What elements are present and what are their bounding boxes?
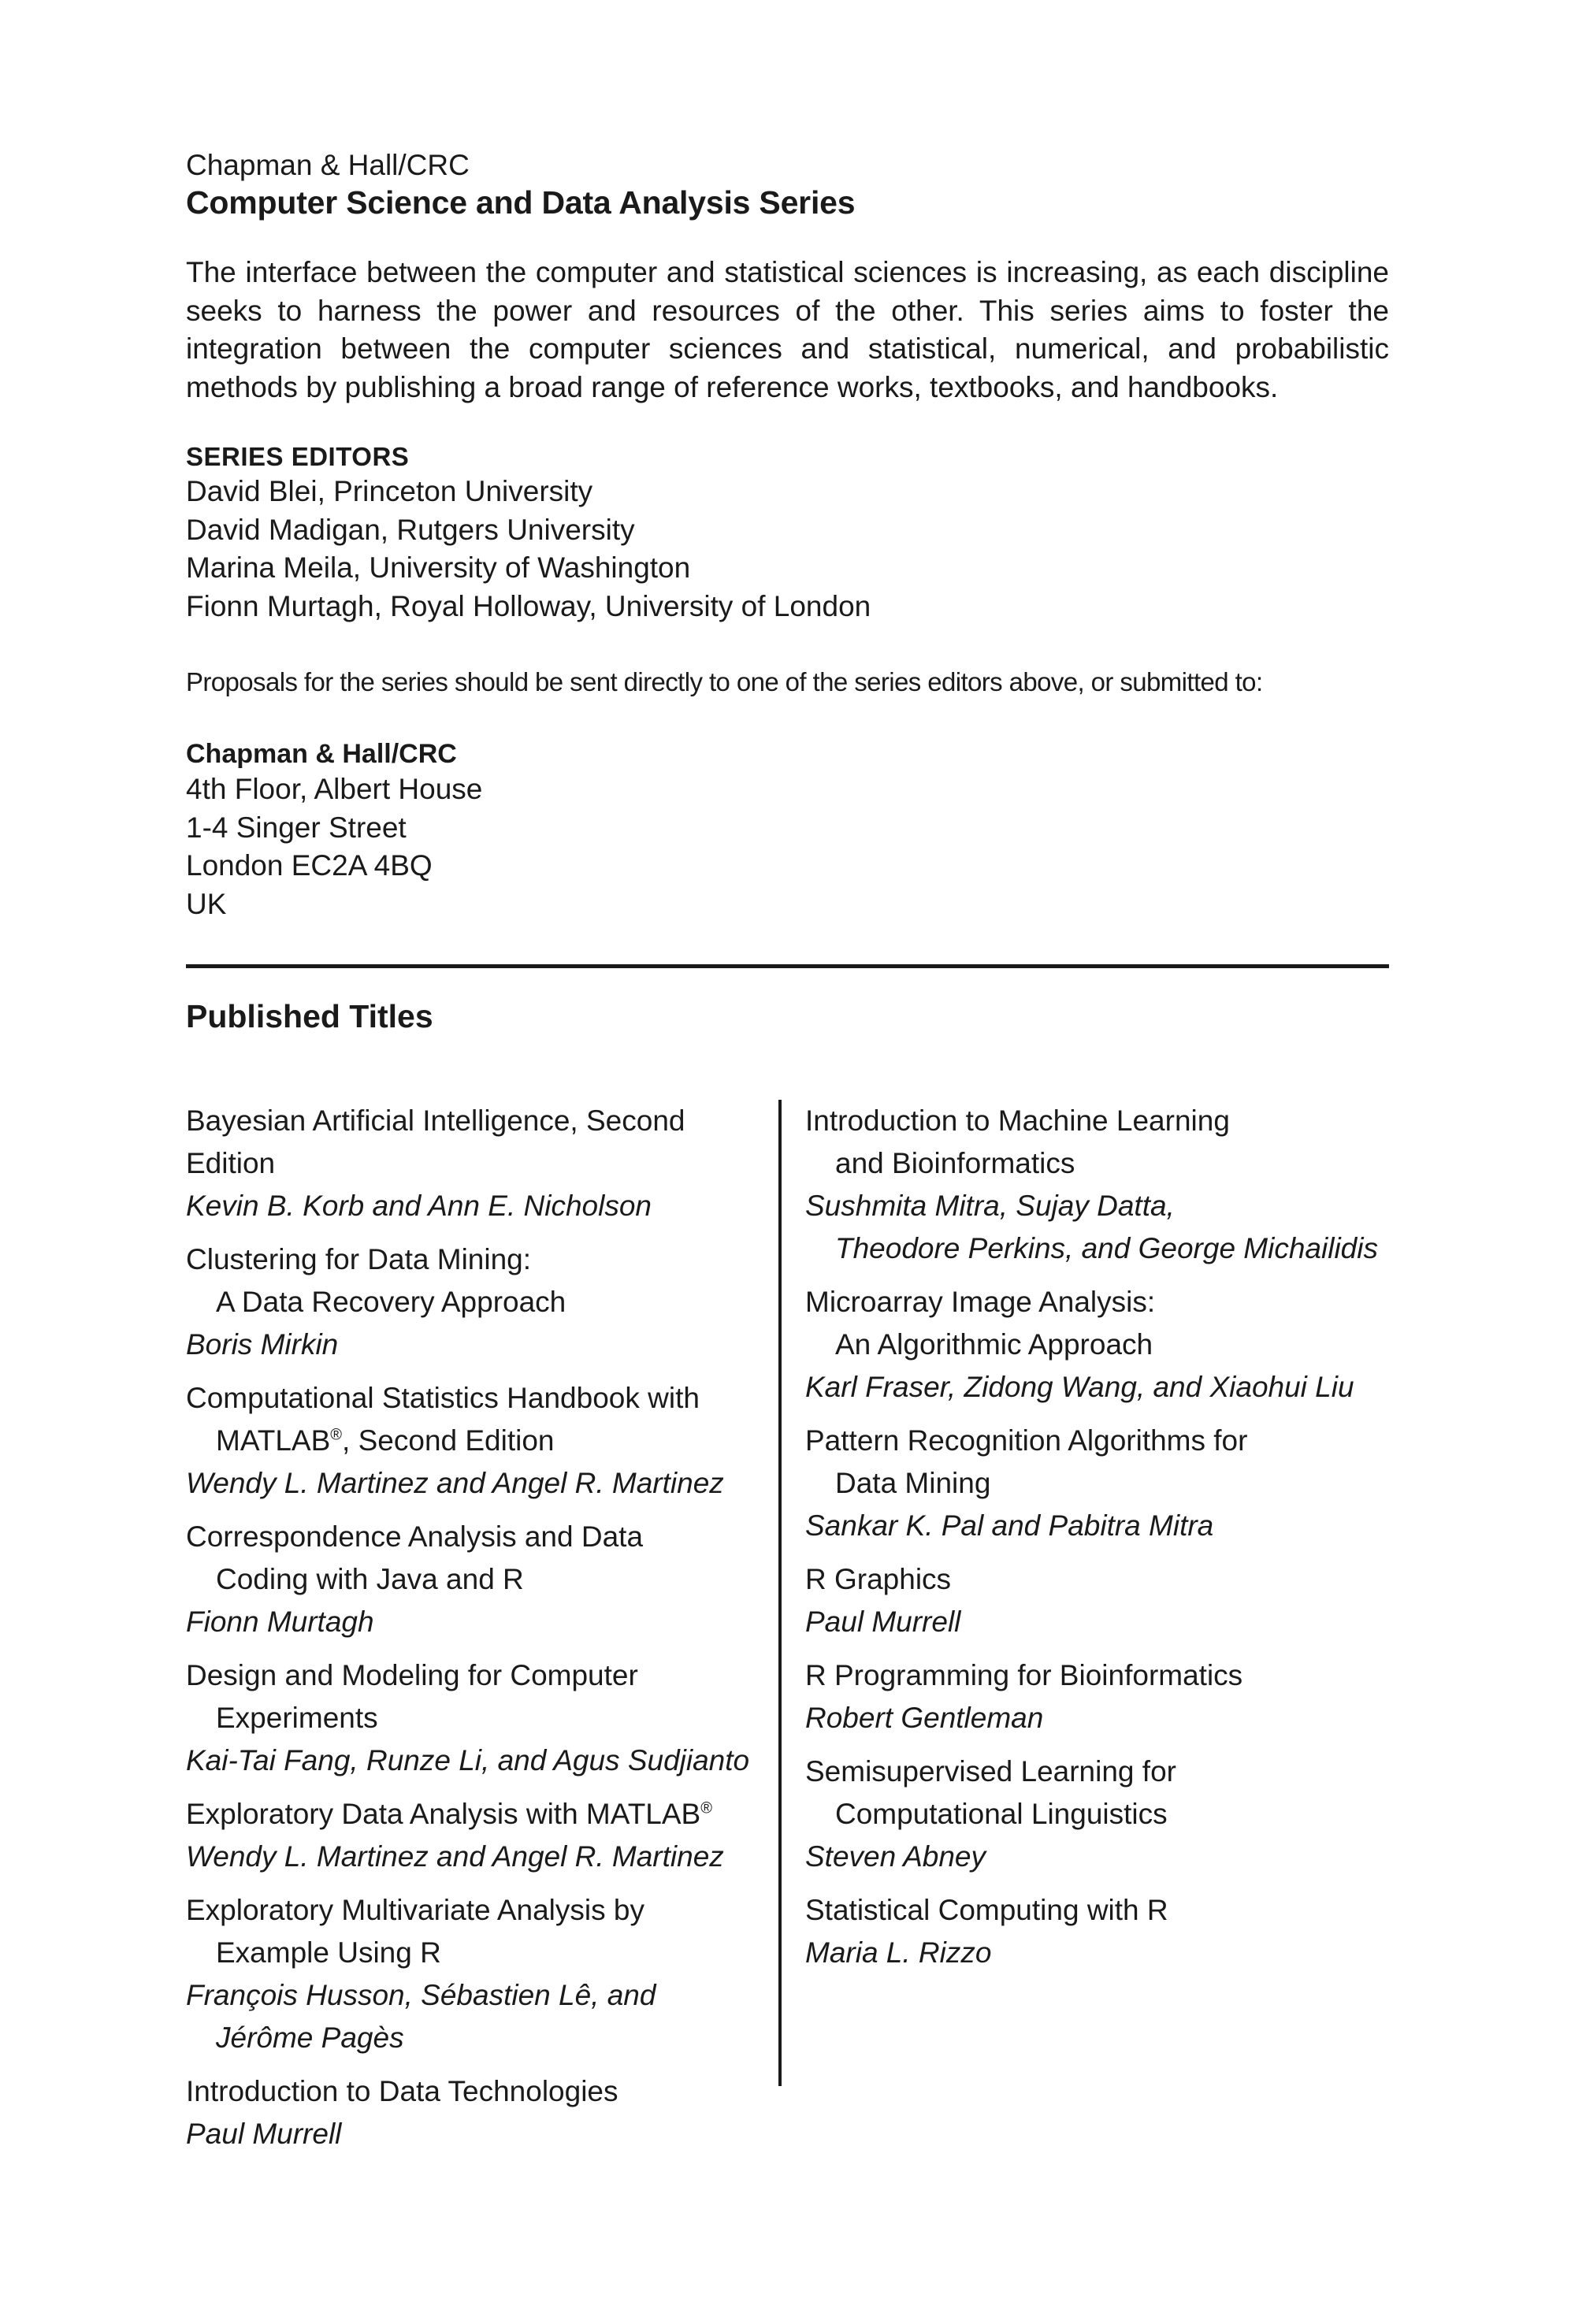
edition-text: , Second Edition [342, 1424, 555, 1457]
book-authors: Paul Murrell [186, 2118, 342, 2150]
series-title: Computer Science and Data Analysis Series [186, 184, 856, 221]
titles-column-left [186, 1100, 777, 2166]
series-editors-heading: SERIES EDITORS [186, 442, 410, 471]
title-entry [186, 2070, 777, 2155]
book-authors: Steven Abney [805, 1840, 986, 1873]
book-title: Clustering for Data Mining: [186, 1243, 532, 1275]
book-authors-continued: Jérôme Pagès [216, 2021, 404, 2054]
book-title: Exploratory Multivariate Analysis by [186, 1894, 644, 1926]
editor-item: Marina Meila, University of Washington [186, 551, 691, 584]
publisher-name: Chapman & Hall/CRC [186, 149, 470, 181]
address-line: UK [186, 887, 227, 920]
book-title: Design and Modeling for Computer [186, 1659, 638, 1691]
book-authors: Boris Mirkin [186, 1328, 339, 1361]
title-entry [805, 1889, 1389, 1974]
title-entry [186, 1377, 777, 1505]
title-entry [805, 1558, 1389, 1643]
editor-item: Fionn Murtagh, Royal Holloway, University of London [186, 589, 871, 622]
title-entry [186, 1516, 777, 1643]
book-authors-continued: Theodore Perkins, and George Michailidis [835, 1232, 1378, 1264]
book-title: Statistical Computing with R [805, 1894, 1168, 1926]
registered-mark: ® [330, 1426, 343, 1444]
book-title [186, 1793, 777, 1836]
title-entry [186, 1100, 777, 1227]
published-titles-heading: Published Titles [186, 998, 433, 1034]
book-authors: Sushmita Mitra, Sujay Datta, [805, 1190, 1175, 1222]
book-title: Computational Statistics Handbook with [186, 1382, 700, 1414]
book-authors: Wendy L. Martinez and Angel R. Martinez [186, 1840, 724, 1873]
book-title: Pattern Recognition Algorithms for [805, 1424, 1248, 1457]
book-title-continued: A Data Recovery Approach [216, 1286, 566, 1318]
book-title-continued: and Bioinformatics [835, 1147, 1075, 1179]
book-title-continued: Experiments [216, 1702, 378, 1734]
title-entry [186, 1889, 777, 2059]
book-title-continued [186, 1420, 777, 1462]
address-name: Chapman & Hall/CRC [186, 739, 457, 769]
book-title: Microarray Image Analysis: [805, 1286, 1156, 1318]
book-authors: Paul Murrell [805, 1606, 961, 1638]
book-authors: François Husson, Sébastien Lê, and [186, 1979, 656, 2011]
title-entry [805, 1420, 1389, 1547]
published-titles-list [186, 1100, 1389, 2150]
book-authors: Karl Fraser, Zidong Wang, and Xiaohui Liu [805, 1371, 1354, 1403]
proposals-note: Proposals for the series should be sent directly to one of the series editors above, or submitted to: [186, 667, 1263, 696]
book-title: Correspondence Analysis and Data [186, 1520, 644, 1553]
title-entry [186, 1793, 777, 1878]
book-title: Introduction to Data Technologies [186, 2075, 618, 2107]
title-entry [805, 1750, 1389, 1878]
address-line: London EC2A 4BQ [186, 849, 433, 882]
editor-item: David Madigan, Rutgers University [186, 513, 635, 546]
address-line: 4th Floor, Albert House [186, 773, 483, 805]
registered-mark: ® [700, 1799, 712, 1817]
book-title-continued: Example Using R [216, 1936, 441, 1969]
book-title: R Programming for Bioinformatics [805, 1659, 1243, 1691]
book-authors: Maria L. Rizzo [805, 1936, 992, 1969]
section-divider [186, 964, 1389, 968]
book-title-continued: Data Mining [835, 1467, 991, 1499]
series-description: The interface between the computer and statistical sciences is increasing, as each discipline seeks to harness the power and resources of the other. This series aims to foster the integration between the computer sciences and statistical, numerical, and probabilistic methods by publishing a broad range of reference works, textbooks, and handbooks. [186, 256, 1389, 403]
title-entry [805, 1281, 1389, 1409]
book-authors: Sankar K. Pal and Pabitra Mitra [805, 1509, 1214, 1542]
book-authors: Kai-Tai Fang, Runze Li, and Agus Sudjianto [186, 1744, 750, 1776]
book-title: R Graphics [805, 1563, 952, 1595]
book-authors: Wendy L. Martinez and Angel R. Martinez [186, 1467, 724, 1499]
book-title-continued: An Algorithmic Approach [835, 1328, 1153, 1361]
page [186, 148, 1389, 2150]
titles-column-right [805, 1100, 1389, 1985]
book-title: Semisupervised Learning for [805, 1755, 1176, 1788]
book-title-continued: Computational Linguistics [835, 1798, 1168, 1830]
column-divider [778, 1100, 782, 2086]
title-entry [805, 1100, 1389, 1270]
address-line: 1-4 Singer Street [186, 811, 407, 844]
editor-item: David Blei, Princeton University [186, 475, 593, 507]
book-authors: Fionn Murtagh [186, 1606, 374, 1638]
book-authors: Kevin B. Korb and Ann E. Nicholson [186, 1190, 652, 1222]
title-entry [186, 1238, 777, 1366]
matlab-text: MATLAB [216, 1424, 331, 1457]
book-title: Introduction to Machine Learning [805, 1104, 1230, 1137]
title-text: Exploratory Data Analysis with MATLAB [186, 1798, 701, 1830]
book-title: Bayesian Artificial Intelligence, Second Edition [186, 1104, 685, 1179]
title-entry [186, 1654, 777, 1782]
book-authors: Robert Gentleman [805, 1702, 1044, 1734]
book-title-continued: Coding with Java and R [216, 1563, 524, 1595]
title-entry [805, 1654, 1389, 1739]
